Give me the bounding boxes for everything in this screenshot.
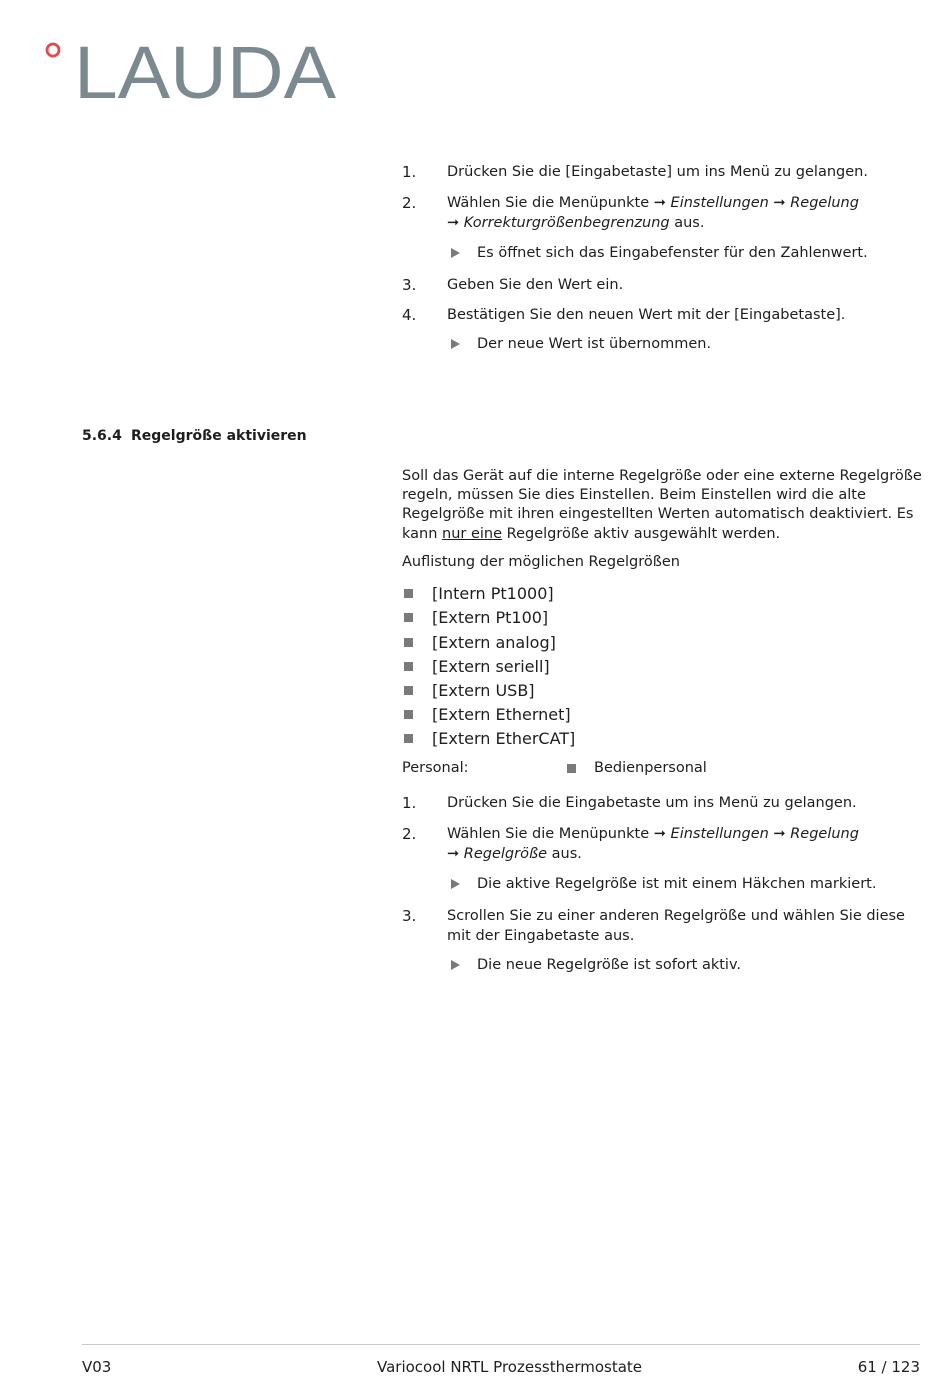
step-number: 4. — [402, 306, 417, 324]
result-text: Es öffnet sich das Eingabefenster für den Zahlenwert. — [477, 245, 868, 261]
step-number: 1. — [402, 794, 417, 812]
result-text: Der neue Wert ist übernommen. — [477, 336, 712, 352]
bullet-square-icon — [404, 734, 413, 743]
step-number: 3. — [402, 276, 417, 294]
personal-value: Bedienpersonal — [594, 760, 707, 776]
step-text: Geben Sie den Wert ein. — [447, 277, 624, 293]
lauda-logo — [38, 34, 348, 106]
step-text-part: ➞ — [768, 826, 791, 842]
list-item-text: [Extern seriell] — [432, 657, 550, 676]
bullet-square-icon — [404, 638, 413, 647]
menu-item-regelung: Regelung — [790, 195, 859, 211]
intro-paragraph — [402, 467, 922, 544]
result-arrow-icon — [451, 960, 460, 970]
menu-item-einstellungen: Einstellungen — [670, 826, 769, 842]
result-text: Die aktive Regelgröße ist mit einem Häkchen markiert. — [477, 876, 877, 892]
menu-item-regelung: Regelung — [790, 826, 859, 842]
step-text: Drücken Sie die Eingabetaste um ins Menü zu gelangen. — [447, 795, 857, 811]
personal-label: Personal: — [402, 760, 469, 776]
list-item-text: [Extern Ethernet] — [432, 705, 571, 724]
bullet-square-icon — [404, 613, 413, 622]
logo-text: LAUDA — [74, 34, 337, 106]
menu-item-einstellungen: Einstellungen — [670, 195, 769, 211]
step-number: 2. — [402, 825, 417, 843]
section-heading — [82, 428, 307, 444]
menu-item-regelgroesse: Regelgröße — [463, 846, 548, 862]
logo-circle-icon — [47, 44, 59, 56]
footer-page-number: 61 / 123 — [857, 1358, 920, 1376]
step-text-part: Wählen Sie die Menüpunkte ➞ — [447, 195, 671, 211]
result-text: Die neue Regelgröße ist sofort aktiv. — [477, 957, 742, 973]
step-text — [447, 193, 922, 233]
step-text: Bestätigen Sie den neuen Wert mit der [Eingabetaste]. — [447, 307, 846, 323]
list-item-text: [Extern EtherCAT] — [432, 729, 576, 748]
section-title: Regelgröße aktivieren — [131, 428, 307, 444]
list-item-text: [Extern USB] — [432, 681, 535, 700]
step-number: 2. — [402, 194, 417, 212]
step-text-part: ➞ — [768, 195, 791, 211]
footer-divider — [82, 1344, 920, 1345]
step-text — [447, 824, 922, 864]
footer-title: Variocool NRTL Prozessthermostate — [377, 1358, 643, 1376]
step-number: 3. — [402, 907, 417, 925]
list-title: Auflistung der möglichen Regelgrößen — [402, 554, 680, 570]
step-text-part: Wählen Sie die Menüpunkte ➞ — [447, 826, 671, 842]
bullet-square-icon — [404, 662, 413, 671]
list-item-text: [Extern Pt100] — [432, 608, 549, 627]
step-number: 1. — [402, 163, 417, 181]
menu-item-korrekturgroessenbegrenzung: Korrekturgrößenbegrenzung — [463, 215, 670, 231]
result-arrow-icon — [451, 248, 460, 258]
step-text: Scrollen Sie zu einer anderen Regelgröße und wählen Sie diese mit der Eingabetaste aus. — [447, 908, 905, 944]
bullet-square-icon — [404, 589, 413, 598]
bullet-square-icon — [404, 710, 413, 719]
intro-text-end: Regelgröße aktiv ausgewählt werden. — [502, 525, 781, 542]
step-text-part: ➞ — [447, 846, 464, 862]
intro-text: Soll das Gerät auf die interne Regelgröße oder eine externe Regelgröße regeln, müssen Sie dies Einstellen. Beim Einstellen wird die alte Regelgröße mit ihren eingestellten Werten automatisch deaktiviert. Es kann — [402, 468, 922, 542]
section-number: 5.6.4 — [82, 428, 122, 444]
intro-underlined-text: nur eine — [442, 525, 503, 542]
lauda-logo-graphic — [38, 34, 348, 106]
result-arrow-icon — [451, 339, 460, 349]
result-arrow-icon — [451, 879, 460, 889]
list-item-text: [Extern analog] — [432, 633, 556, 652]
bullet-square-icon — [567, 764, 576, 773]
step-text-part: aus. — [669, 215, 705, 231]
step-text-part: ➞ — [447, 215, 464, 231]
step-text-part: aus. — [547, 846, 582, 862]
footer-version: V03 — [82, 1358, 112, 1376]
step-text: Drücken Sie die [Eingabetaste] um ins Menü zu gelangen. — [447, 164, 868, 180]
list-item-text: [Intern Pt1000] — [432, 584, 554, 603]
bullet-square-icon — [404, 686, 413, 695]
